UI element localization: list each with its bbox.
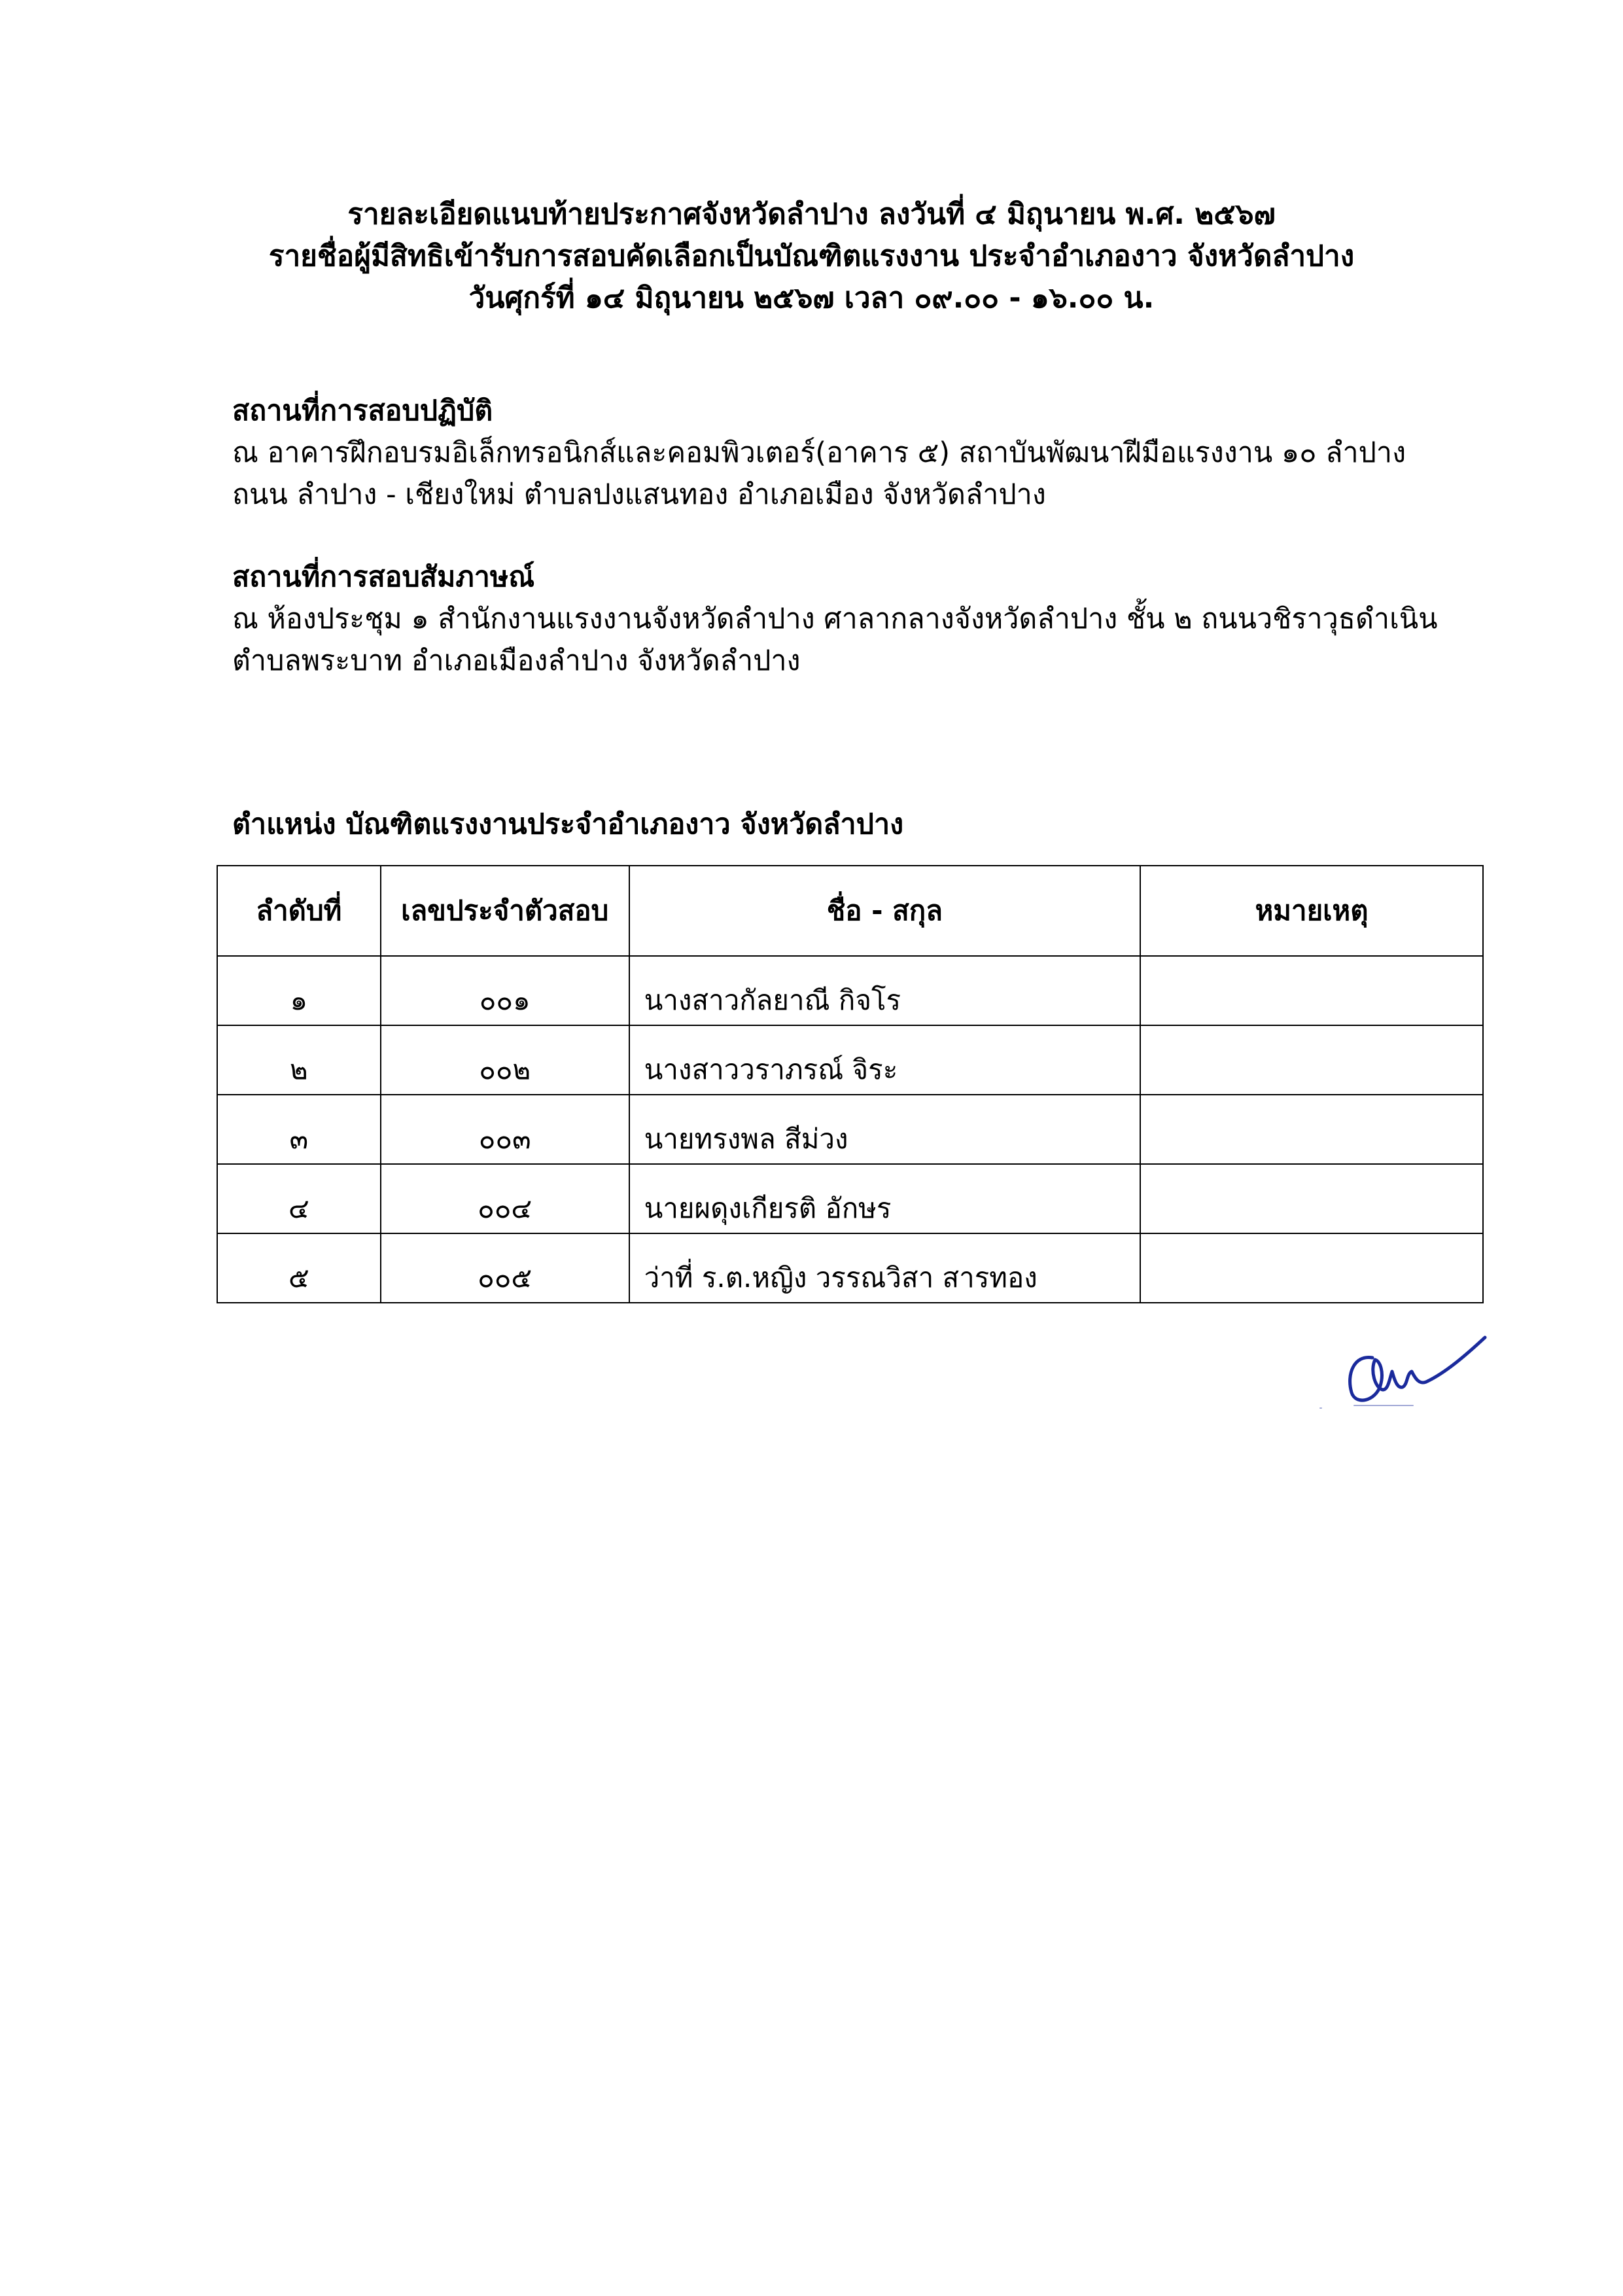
header-exam-id: เลขประจำตัวสอบ: [381, 866, 629, 956]
header-full-name: ชื่อ - สกุล: [629, 866, 1140, 956]
header-line-3: วันศุกร์ที่ ๑๔ มิถุนายน ๒๕๖๗ เวลา ๐๙.๐๐ - ๑๖.๐๐ น.: [468, 281, 1155, 315]
table-header-row: [217, 866, 1483, 956]
table-row: [217, 1233, 1483, 1303]
header-line-1: รายละเอียดแนบท้ายประกาศจังหวัดลำปาง ลงวันที่ ๔ มิถุนายน พ.ศ. ๒๕๖๗: [347, 198, 1276, 231]
header-remarks: หมายเหตุ: [1140, 866, 1483, 956]
row-remarks: [1140, 1025, 1483, 1095]
row-full-name: นายผดุงเกียรติ อักษร: [629, 1164, 1140, 1233]
interview-line-2: ตำบลพระบาท อำเภอเมืองลำปาง จังหวัดลำปาง: [232, 645, 801, 677]
row-full-name: นางสาววราภรณ์ จิระ: [629, 1025, 1140, 1095]
row-exam-id: ๐๐๔: [381, 1164, 629, 1233]
row-exam-id: ๐๐๑: [381, 956, 629, 1025]
row-order: ๑: [217, 956, 381, 1025]
practical-exam-line-2: ถนน ลำปาง - เชียงใหม่ ตำบลปงแสนทอง อำเภอเมือง จังหวัดลำปาง: [232, 478, 1046, 511]
table-row: [217, 1095, 1483, 1164]
document-header: [0, 194, 1623, 319]
position-title: ตำแหน่ง บัณฑิตแรงงานประจำอำเภองาว จังหวัดลำปาง: [232, 808, 904, 841]
signature-stroke: [1350, 1337, 1485, 1400]
signature: [1315, 1322, 1492, 1420]
practical-exam-title: สถานที่การสอบปฏิบัติ: [232, 395, 493, 427]
row-remarks: [1140, 1164, 1483, 1233]
row-exam-id: ๐๐๒: [381, 1025, 629, 1095]
practical-exam-location: [232, 390, 1475, 516]
row-remarks: [1140, 956, 1483, 1025]
header-line-2: รายชื่อผู้มีสิทธิเข้ารับการสอบคัดเลือกเป็นบัณฑิตแรงงาน ประจำอำเภองาว จังหวัดลำปาง: [268, 239, 1355, 273]
row-order: ๓: [217, 1095, 381, 1164]
row-exam-id: ๐๐๓: [381, 1095, 629, 1164]
row-full-name: นายทรงพล สีม่วง: [629, 1095, 1140, 1164]
row-remarks: [1140, 1233, 1483, 1303]
header-order: ลำดับที่: [217, 866, 381, 956]
table-row: [217, 956, 1483, 1025]
row-remarks: [1140, 1095, 1483, 1164]
row-order: ๒: [217, 1025, 381, 1095]
table-row: [217, 1164, 1483, 1233]
interview-line-1: ณ ห้องประชุม ๑ สำนักงานแรงงานจังหวัดลำปาง ศาลากลางจังหวัดลำปาง ชั้น ๒ ถนนวชิราวุธดำเนิน: [232, 603, 1438, 635]
candidate-table: [217, 865, 1484, 1303]
signature-underline: [1320, 1405, 1413, 1408]
row-order: ๕: [217, 1233, 381, 1303]
row-exam-id: ๐๐๕: [381, 1233, 629, 1303]
row-full-name: นางสาวกัลยาณี กิจโร: [629, 956, 1140, 1025]
interview-location: [232, 556, 1475, 682]
interview-title: สถานที่การสอบสัมภาษณ์: [232, 561, 535, 593]
table-row: [217, 1025, 1483, 1095]
practical-exam-line-1: ณ อาคารฝึกอบรมอิเล็กทรอนิกส์และคอมพิวเตอร์(อาคาร ๕) สถาบันพัฒนาฝีมือแรงงาน ๑๐ ลำปาง: [232, 436, 1406, 469]
row-full-name: ว่าที่ ร.ต.หญิง วรรณวิสา สารทอง: [629, 1233, 1140, 1303]
row-order: ๔: [217, 1164, 381, 1233]
